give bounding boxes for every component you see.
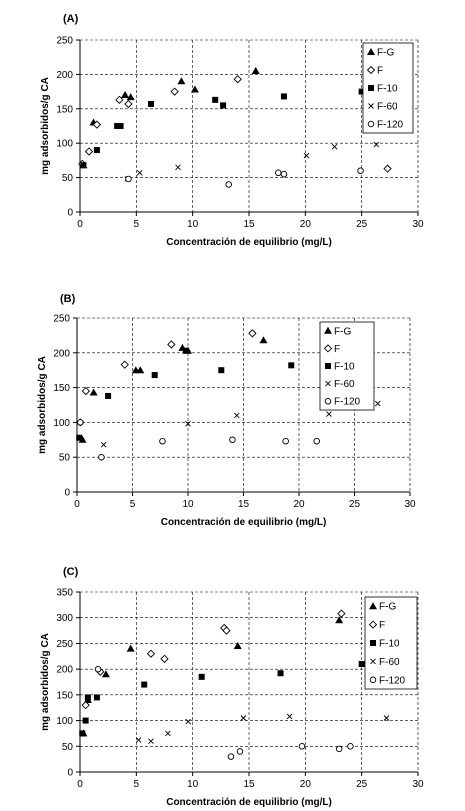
y-tick-label: 250 [56, 638, 73, 650]
legend-entry: F-G [379, 601, 397, 613]
legend-entry: F-10 [334, 361, 355, 373]
data-point [304, 153, 309, 158]
series-f-60 [125, 142, 379, 181]
x-axis-title: Concentración de equilibrio (mg/L) [160, 517, 327, 528]
data-point [348, 743, 354, 749]
legend-entry: F-120 [377, 119, 404, 131]
chart-panel [37, 293, 416, 528]
data-point [161, 655, 168, 662]
y-tick-label: 50 [61, 173, 73, 185]
data-point [136, 738, 141, 743]
series-f-120 [78, 420, 320, 460]
data-point [338, 610, 345, 617]
data-point [230, 437, 236, 443]
y-tick-label: 50 [58, 452, 70, 464]
data-point [336, 746, 342, 752]
data-point [148, 739, 153, 744]
data-point [171, 88, 178, 95]
data-point [79, 730, 85, 736]
series-f-10 [76, 348, 294, 441]
x-tick-label: 0 [77, 779, 83, 790]
y-tick-label: 0 [67, 207, 73, 219]
y-tick-label: 100 [56, 716, 73, 728]
data-point [118, 123, 124, 129]
data-point [176, 165, 181, 170]
series-f-g [79, 67, 259, 168]
data-point [95, 666, 101, 672]
data-point [326, 412, 331, 417]
y-tick-label: 150 [53, 383, 70, 395]
data-point [137, 170, 142, 175]
data-point [332, 144, 337, 149]
x-tick-label: 25 [348, 499, 361, 510]
x-tick-label: 10 [182, 499, 194, 510]
data-point [85, 694, 91, 700]
data-point [335, 616, 343, 623]
legend-entry: F-G [334, 326, 352, 338]
data-point [94, 694, 100, 700]
data-point [358, 168, 364, 174]
legend-marker [325, 398, 331, 404]
data-point [177, 77, 185, 84]
data-point [278, 670, 284, 676]
data-point [141, 682, 147, 688]
data-point [76, 435, 82, 441]
legend-entry: F [377, 65, 384, 77]
legend-marker [368, 85, 374, 91]
x-tick-label: 30 [412, 219, 424, 230]
x-tick-label: 30 [404, 499, 416, 510]
data-point [199, 674, 205, 680]
data-point [121, 91, 129, 98]
chart-panel [40, 566, 424, 808]
panel-label: (C) [63, 566, 79, 578]
x-tick-label: 5 [133, 219, 140, 230]
data-point [148, 101, 154, 107]
y-tick-label: 0 [67, 767, 73, 779]
data-point [82, 388, 89, 395]
legend-entry: F-10 [379, 638, 400, 650]
x-tick-label: 20 [299, 219, 311, 230]
legend-marker [368, 121, 374, 127]
y-tick-label: 300 [56, 613, 73, 625]
data-point [152, 372, 158, 378]
y-axis-title: mg adsorbidos/g CA [40, 77, 51, 175]
data-point [281, 93, 287, 99]
data-point [252, 67, 260, 74]
x-tick-label: 5 [129, 499, 136, 510]
data-point [234, 413, 239, 418]
data-point [83, 718, 89, 724]
data-point [168, 341, 175, 348]
x-tick-label: 0 [74, 499, 80, 510]
y-tick-label: 150 [56, 104, 73, 116]
x-tick-label: 15 [243, 779, 255, 790]
x-axis-title: Concentración de equilibrio (mg/L) [166, 797, 332, 808]
legend-entry: F-120 [379, 675, 406, 687]
data-point [299, 743, 305, 749]
x-tick-label: 5 [133, 779, 140, 790]
series-f [77, 330, 256, 426]
data-point [234, 642, 242, 649]
data-point [80, 162, 86, 168]
y-tick-label: 150 [56, 690, 73, 702]
data-point [165, 731, 170, 736]
legend-entry: F-60 [377, 101, 398, 113]
x-tick-label: 0 [77, 219, 83, 230]
series-f-g [79, 336, 268, 443]
data-point [147, 650, 154, 657]
y-tick-label: 100 [56, 138, 73, 150]
data-point [212, 97, 218, 103]
x-axis-title: Concentración de equilibrio (mg/L) [166, 237, 332, 248]
series-f-60 [136, 714, 389, 744]
data-point [283, 438, 289, 444]
data-point [275, 170, 281, 176]
data-point [259, 336, 267, 343]
series-f-10 [79, 661, 364, 736]
chart-panel [40, 13, 424, 248]
data-point [126, 176, 132, 182]
data-point [191, 86, 199, 93]
data-point [94, 147, 100, 153]
data-point [218, 367, 224, 373]
legend-entry: F [334, 343, 341, 355]
y-tick-label: 200 [56, 664, 73, 676]
y-tick-label: 250 [56, 35, 73, 47]
data-point [237, 749, 243, 755]
y-tick-label: 250 [53, 313, 70, 325]
x-tick-label: 15 [243, 219, 255, 230]
data-point [160, 438, 166, 444]
data-point [125, 100, 132, 107]
x-tick-label: 30 [412, 779, 424, 790]
y-tick-label: 0 [64, 487, 70, 499]
y-tick-label: 50 [61, 741, 73, 753]
series-f-10 [80, 89, 364, 169]
data-point [288, 362, 294, 368]
legend-entry: F-60 [334, 379, 355, 391]
data-point [234, 76, 241, 83]
data-point [183, 348, 189, 354]
series-f [79, 76, 391, 172]
data-point [101, 442, 106, 447]
legend-marker [325, 363, 331, 369]
data-point [384, 165, 391, 172]
legend-marker [370, 677, 376, 683]
series-f-g [79, 616, 343, 736]
legend-entry: F-10 [377, 83, 398, 95]
data-point [374, 142, 379, 147]
y-tick-label: 200 [53, 348, 70, 360]
data-point [121, 361, 128, 368]
y-tick-label: 200 [56, 69, 73, 81]
panel-label: (B) [60, 293, 76, 305]
legend-entry: F-G [377, 47, 395, 59]
legend-entry: F-120 [334, 396, 361, 408]
data-point [375, 401, 380, 406]
legend-entry: F-60 [379, 656, 400, 668]
data-point [220, 102, 226, 108]
data-point [249, 330, 256, 337]
data-point [86, 148, 93, 155]
x-tick-label: 15 [237, 499, 250, 510]
legend-entry: F [379, 620, 386, 632]
y-tick-label: 350 [56, 587, 73, 599]
data-point [281, 171, 287, 177]
data-point [99, 454, 105, 460]
data-point [127, 645, 135, 652]
data-point [384, 716, 389, 721]
data-point [241, 716, 246, 721]
x-tick-label: 10 [187, 779, 199, 790]
panel-label: (A) [63, 13, 79, 25]
data-point [90, 388, 98, 395]
data-point [314, 438, 320, 444]
data-point [105, 393, 111, 399]
data-point [287, 714, 292, 719]
data-point [186, 719, 191, 724]
y-axis-title: mg adsorbidos/g CA [37, 356, 48, 454]
series-f-120 [95, 666, 353, 759]
data-point [359, 661, 365, 667]
x-tick-label: 25 [356, 779, 368, 790]
data-point [226, 182, 232, 188]
x-tick-label: 10 [187, 219, 199, 230]
legend-marker [370, 640, 376, 646]
x-tick-label: 20 [293, 499, 305, 510]
y-axis-title: mg adsorbidos/g CA [40, 633, 51, 731]
x-tick-label: 25 [356, 219, 368, 230]
data-point [78, 420, 84, 426]
y-tick-label: 100 [53, 417, 70, 429]
x-tick-label: 20 [299, 779, 311, 790]
data-point [228, 754, 234, 760]
